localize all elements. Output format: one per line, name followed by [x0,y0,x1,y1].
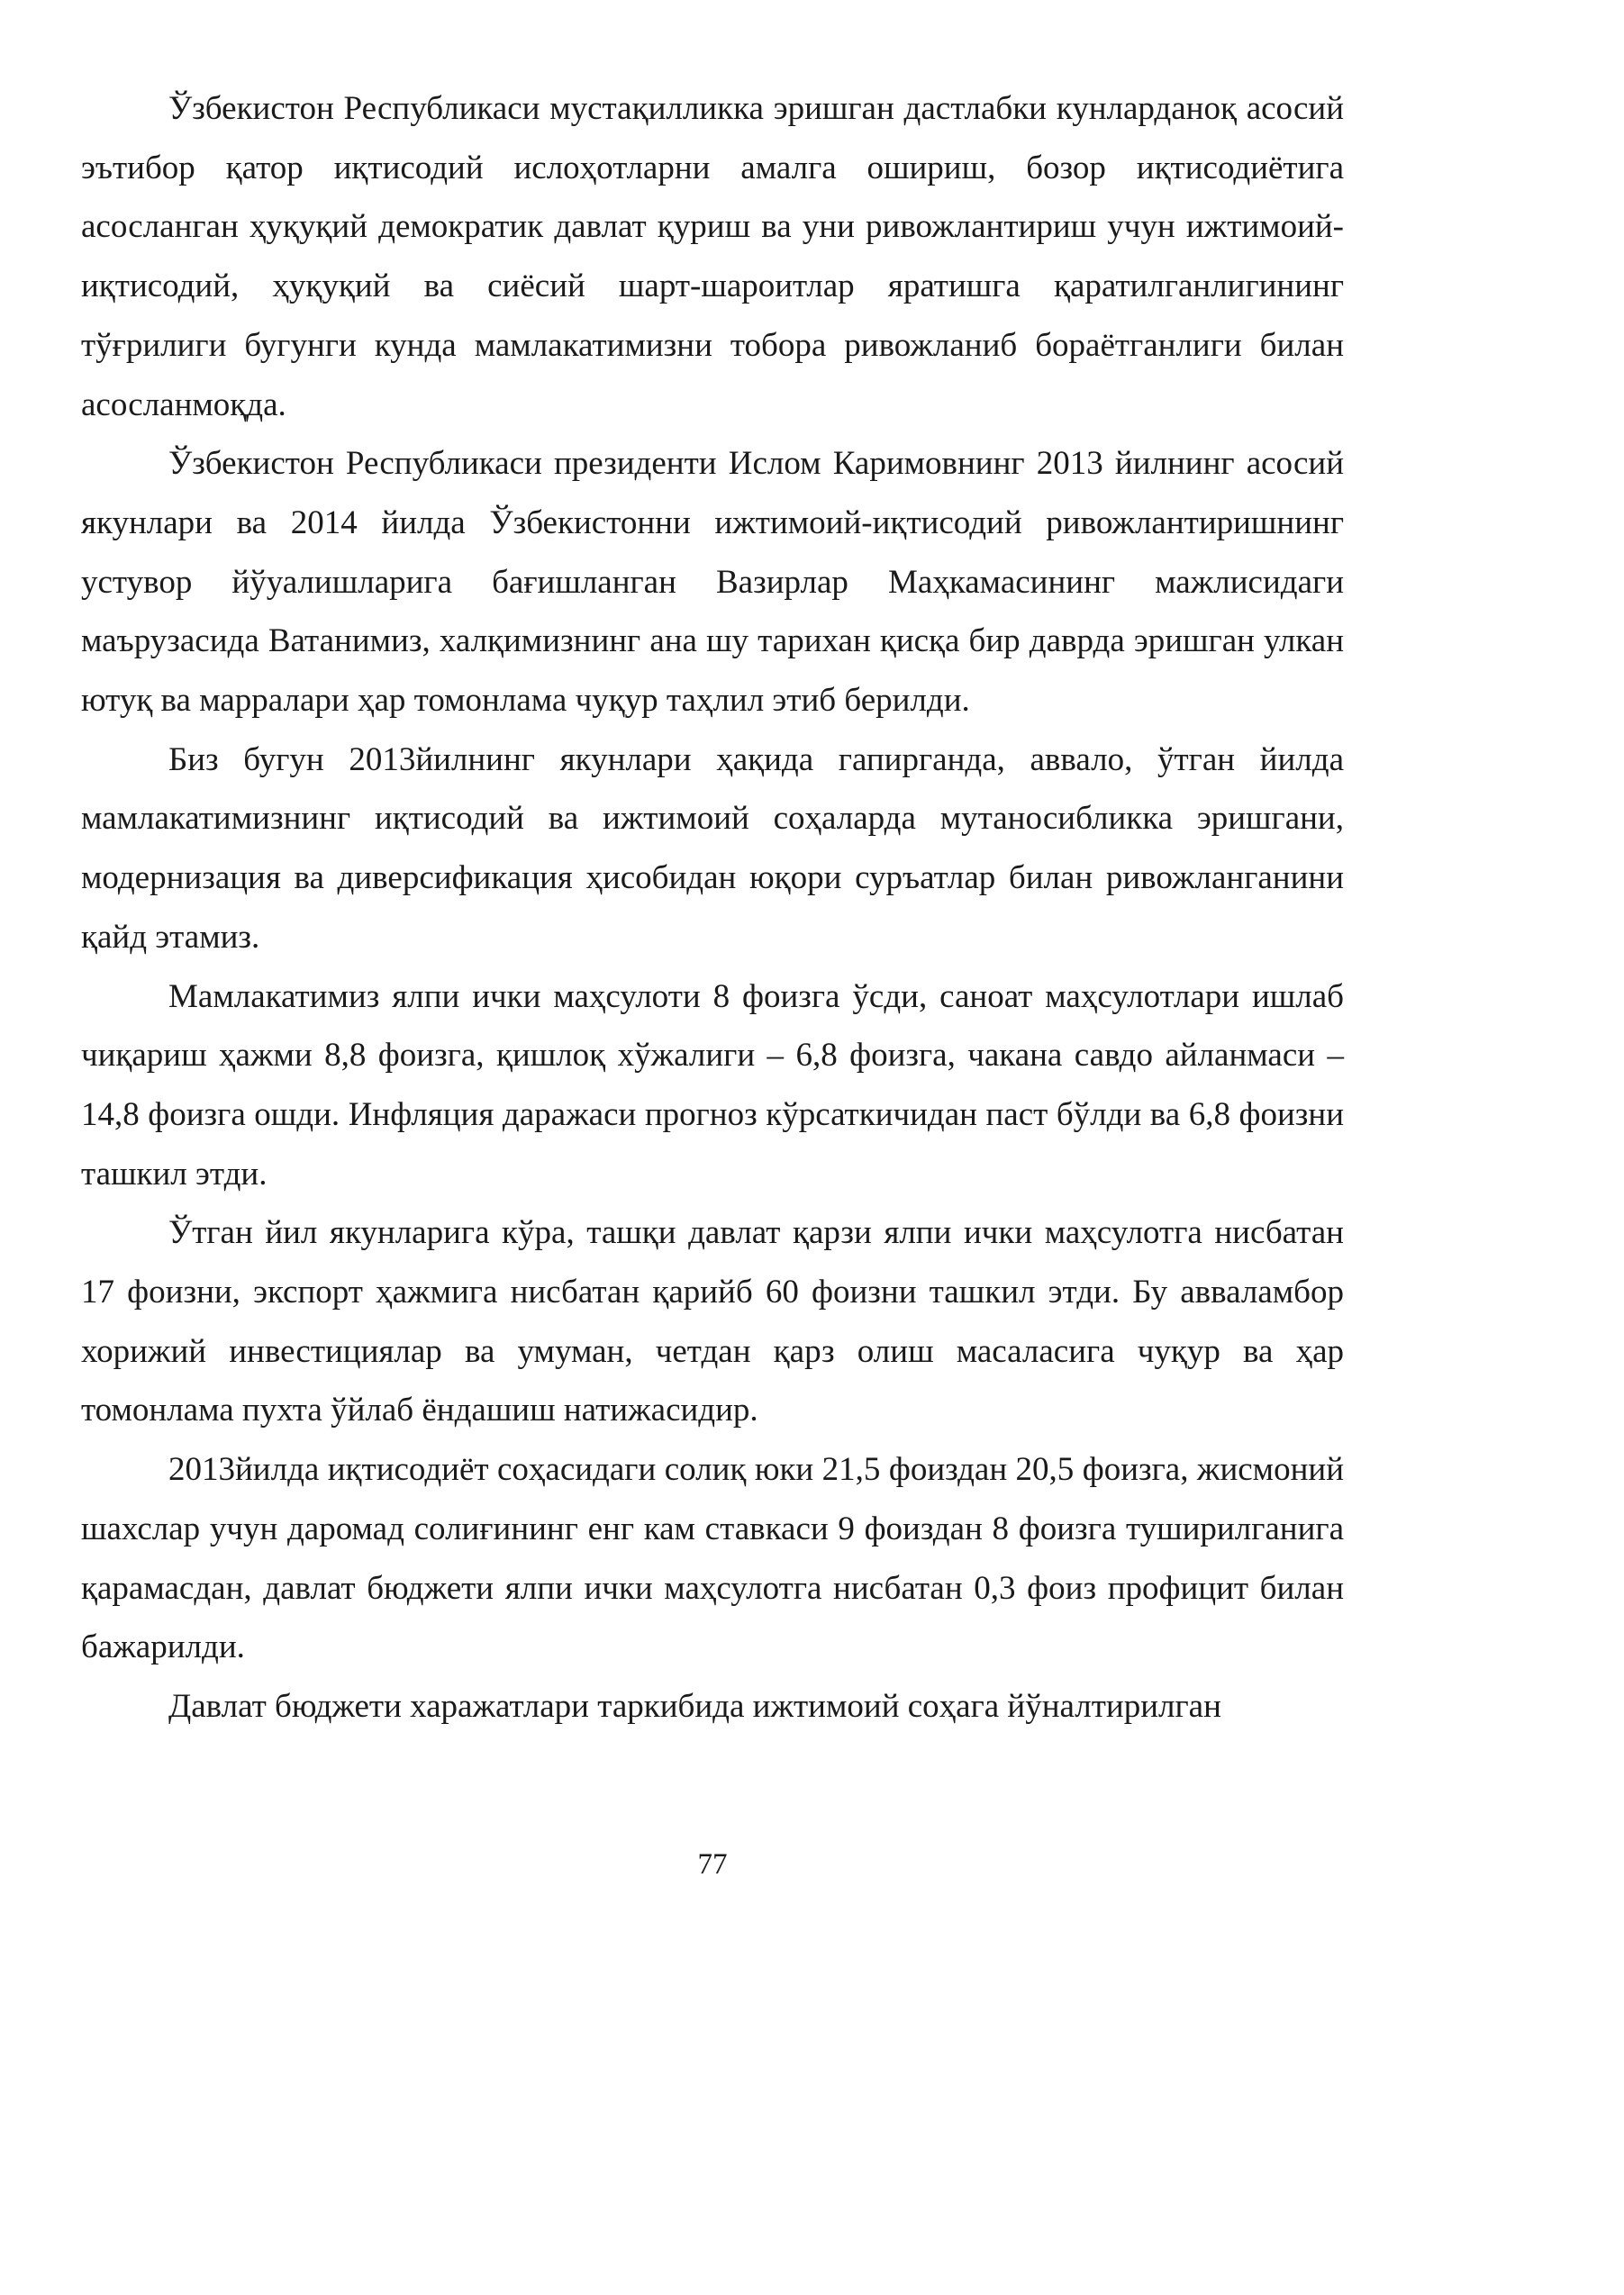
paragraph-5: Ўтган йил якунларига кўра, ташқи давлат қарзи ялпи ички маҳсулотга нисбатан 17 фоизни, экспорт ҳажмига нисбатан қарийб 60 фоизни ташкил этди. Бу авваламбор хорижий инвестициялар ва умуман, четдан қарз олиш масаласига чуқур ва ҳар томонлама пухта ўйлаб ёндашиш натижасидир. [81,1214,1344,1429]
paragraph-1: Ўзбекистон Республикаси мустақилликка эришган дастлабки кунларданоқ асосий эътибор қатор иқтисодий ислоҳотларни амалга ошириш, бозор иқтисодиётига асосланган ҳуқуқий демократик давлат қуриш ва уни ривожлантириш учун ижтимоий-иқтисодий, ҳуқуқий ва сиёсий шарт-шароитлар яратишга қаратилганлигининг тўғрилиги бугунги кунда мамлакатимизни тобора ривожланиб бораётганлиги билан асосланмоқда. [81,90,1344,423]
paragraph-7: Давлат бюджети харажатлари таркибида ижтимоий соҳага йўналтирилган [168,1687,1221,1725]
paragraph-3: Биз бугун 2013йилнинг якунлари ҳақида гапирганда, аввало, ўтган йилда мамлакатимизнинг иқтисодий ва ижтимоий соҳаларда мутаносибликка эришгани, модернизация ва диверсификация ҳисобидан юқори суръатлар билан ривожланганини қайд этамиз. [81,740,1344,956]
paragraph-6: 2013йилда иқтисодиёт соҳасидаги солиқ юки 21,5 фоиздан 20,5 фоизга, жисмоний шахслар учун даромад солиғининг енг кам ставкаси 9 фоиздан 8 фоизга туширилганига қарамасдан, давлат бюджети ялпи ички маҳсулотга нисбатан 0,3 фоиз профицит билан бажарилди. [81,1451,1344,1666]
document-body [81,79,1344,1737]
paragraph-4: Мамлакатимиз ялпи ички маҳсулоти 8 фоизга ўсди, саноат маҳсулотлари ишлаб чиқариш ҳажми 8,8 фоизга, қишлоқ хўжалиги – 6,8 фоизга, чакана савдо айланмаси – 14,8 фоизга ошди. Инфляция даражаси прогноз кўрсаткичидан паст бўлди ва 6,8 фоизни ташкил этди. [81,977,1344,1193]
paragraph-2: Ўзбекистон Республикаси президенти Ислом Каримовнинг 2013 йилнинг асосий якунлари ва 2014 йилда Ўзбекистонни ижтимоий-иқтисодий ривожлантиришнинг устувор йўуалишларига бағишланган Вазирлар Маҳкамасининг мажлисидаги маърузасида Ватанимиз, халқимизнинг ана шу тарихан қисқа бир даврда эришган улкан ютуқ ва марралари ҳар томонлама чуқур таҳлил этиб берилди. [81,445,1344,720]
page-number: 77 [697,1848,728,1881]
